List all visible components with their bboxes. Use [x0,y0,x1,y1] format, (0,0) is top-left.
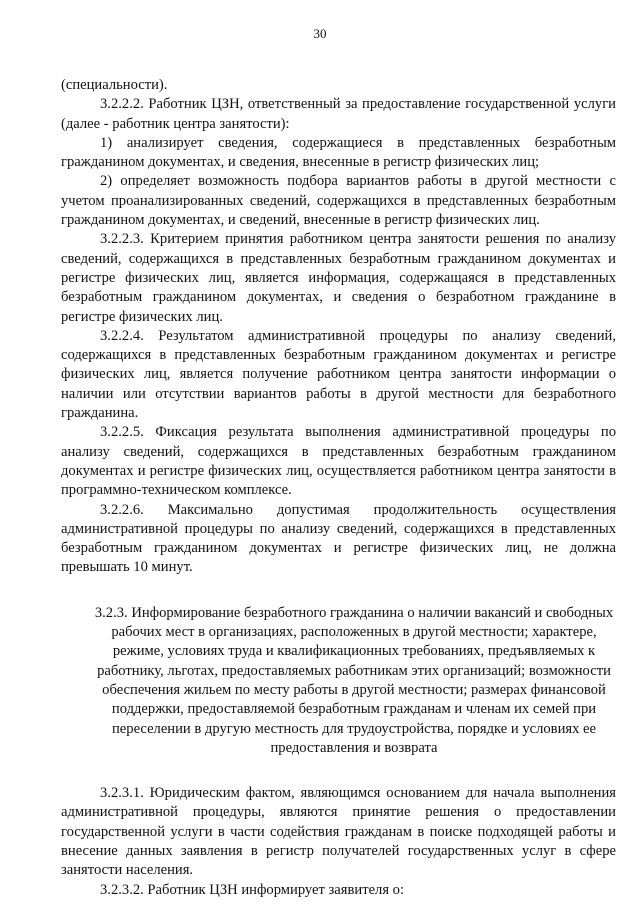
list-item-2: 2) определяет возможность подбора вариантов работы в другой местности с учетом проанализированных сведений, содержащихся в представленных безработным гражданином документах, и сведений, внесенные в регистр физических лиц. [61,173,616,229]
paragraph-3-2-2-6: 3.2.2.6. Максимально допустимая продолжительность осуществления административной процедуры по анализу сведений, содержащихся в представленных безработным гражданином документах и регистре физических лиц, не должна превышать 10 минут. [61,501,616,576]
paragraph-3-2-3-2: 3.2.3.2. Работник ЦЗН информирует заявителя о: [100,881,405,898]
paragraph-3-2-3-1: 3.2.3.1. Юридическим фактом, являющимся основанием для начала выполнения административной процедуры, являются принятие решения о предоставлении государственной услуги в части содействия гражданам в поиске подходящей работы и внесение данных заявления в регистр получателей государственных услуг в сфере занятости населения. [61,785,616,879]
paragraph-3-2-2-5: 3.2.2.5. Фиксация результата выполнения административной процедуры по анализу сведений, содержащихся в представленных безработным гражданином документах и регистре физических лиц, осуществляется работником центра занятости в программно-техническом комплексе. [61,424,616,499]
list-item-1: 1) анализирует сведения, содержащиеся в представленных безработным гражданином документах, и сведения, внесенные в регистр физических лиц; [61,134,616,171]
paragraph-continuation: (специальности). [61,77,168,93]
paragraph-3-2-2-4: 3.2.2.4. Результатом административной процедуры по анализу сведений, содержащихся в представленных безработным гражданином документах и регистре физических лиц, является получение работником центра занятости информации о наличии или отсутствии вариантов работы в другой местности для безработного гражданина. [61,327,616,422]
paragraph-3-2-2-2: 3.2.2.2. Работник ЦЗН, ответственный за предоставление государственной услуги (далее - работник центра занятости): [61,96,616,132]
paragraph-3-2-2-3: 3.2.2.3. Критерием принятия работником центра занятости решения по анализу сведений, содержащихся в представленных безработным гражданином документах и регистре физических лиц, является информация, содержащаяся в представленных безработным гражданином документах, и сведения о безработном гражданине в регистре физических лиц. [61,231,616,325]
section-heading-3-2-3: 3.2.3. Информирование безработного гражданина о наличии вакансий и свободных рабочих мест в организациях, расположенных в другой местности; характере, режиме, условиях труда и квалификационных требованиях, предъявляемых к работнику, льготах, предоставляемых работникам этих организаций; возможности обеспечения жильем по месту работы в другой местности; размерах финансовой поддержки, предоставляемой безработным гражданам и членам их семей при переселении в другую местность для трудоустройства, порядке и условиях ее предоставления и возврата [94,604,614,756]
page-content [61,76,616,900]
page-number: 30 [313,26,327,41]
